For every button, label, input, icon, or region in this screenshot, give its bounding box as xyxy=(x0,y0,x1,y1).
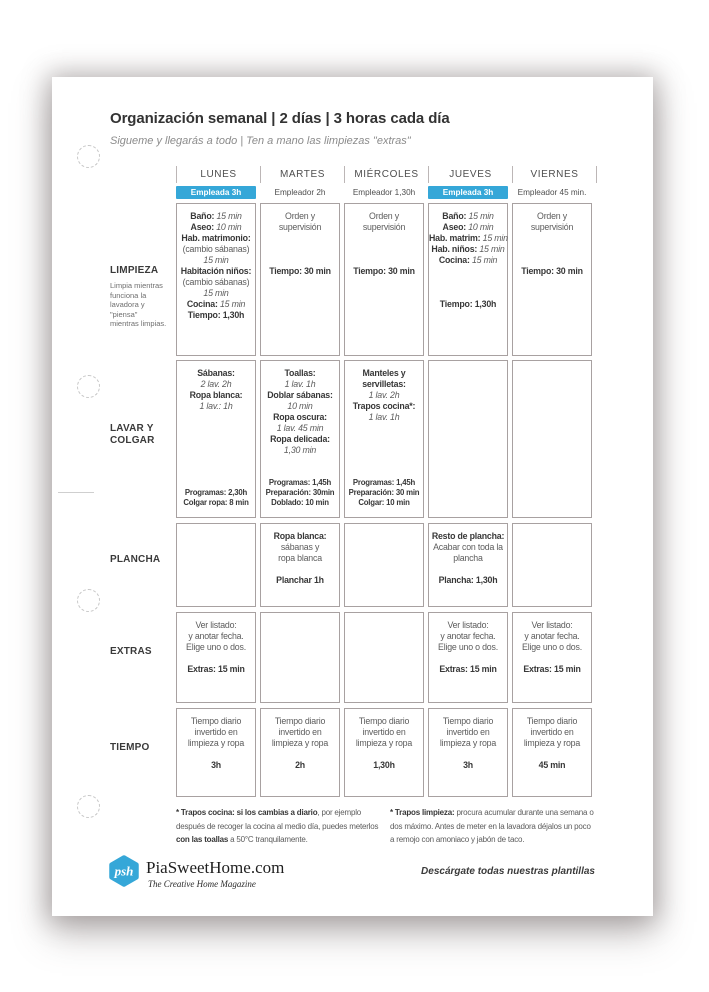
cell-line xyxy=(261,368,339,379)
text-segment: Extras: 15 min xyxy=(439,664,497,674)
text-segment: invertido en xyxy=(278,727,322,737)
cell-line xyxy=(345,412,423,423)
text-segment: invertido en xyxy=(194,727,238,737)
text-segment: Aseo: xyxy=(442,222,469,232)
cell-line xyxy=(177,738,255,749)
text-segment: Habitación niños: xyxy=(180,266,252,276)
text-segment: 10 min xyxy=(287,401,313,411)
cell-extras-viernes xyxy=(512,612,592,703)
row-label-limpieza xyxy=(110,203,176,356)
text-segment: Tiempo diario xyxy=(526,716,578,726)
cell-summary xyxy=(177,488,255,517)
text-segment: Tiempo: 30 min xyxy=(353,266,415,276)
cell-line xyxy=(261,244,339,255)
cell-line xyxy=(261,542,339,553)
cell-line xyxy=(429,244,507,255)
cell-summary-line: Preparación: 30min xyxy=(265,488,335,497)
employee-badge-jueves: Empleada 3h xyxy=(428,186,508,199)
cell-line xyxy=(513,266,591,277)
text-segment: ropa blanca xyxy=(278,553,322,563)
cell-line xyxy=(429,542,507,553)
text-segment: Plancha: 1,30h xyxy=(438,575,498,585)
cell-line xyxy=(261,233,339,244)
cell-line xyxy=(429,620,507,631)
row-label-text: PLANCHA xyxy=(110,554,161,565)
cell-line xyxy=(261,412,339,423)
text-segment: 2 lav. 2h xyxy=(200,379,232,389)
cell-line xyxy=(177,749,255,760)
text-segment: 3h xyxy=(463,760,473,770)
text-segment: 1 lav. 2h xyxy=(368,390,400,400)
cell-extras-miercoles xyxy=(344,612,424,703)
text-segment: Sábanas: xyxy=(197,368,235,378)
text-segment: a 50°C tranquilamente. xyxy=(228,835,308,844)
page-title: Organización semanal | 2 días | 3 horas cada día xyxy=(110,110,450,127)
cell-summary-line: Doblado: 10 min xyxy=(271,498,329,507)
cell-line xyxy=(261,222,339,233)
cell-line xyxy=(345,401,423,412)
text-segment: limpieza y ropa xyxy=(355,738,413,748)
cell-line xyxy=(513,653,591,664)
cell-line xyxy=(177,288,255,299)
text-segment: y anotar fecha. xyxy=(188,631,244,641)
cell-line xyxy=(177,277,255,288)
text-segment: Baño: xyxy=(190,211,217,221)
cell-line xyxy=(345,266,423,277)
employee-label-martes: Empleador 2h xyxy=(274,188,326,197)
text-segment: 15 min xyxy=(203,255,229,265)
brand-tagline: The Creative Home Magazine xyxy=(148,879,256,889)
row-label-tiempo xyxy=(110,708,176,797)
cell-line xyxy=(261,716,339,727)
text-segment: 15 min xyxy=(203,288,229,298)
text-segment: Extras: 15 min xyxy=(523,664,581,674)
cell-line xyxy=(429,553,507,564)
cell-line xyxy=(177,244,255,255)
text-segment: Orden y xyxy=(369,211,399,221)
text-segment: con las toallas xyxy=(176,835,229,844)
text-segment: Tiempo diario xyxy=(190,716,242,726)
text-segment: Cocina: xyxy=(438,255,472,265)
text-segment: Doblar sábanas: xyxy=(267,390,333,400)
text-segment: invertido en xyxy=(362,727,406,737)
cell-line xyxy=(345,749,423,760)
day-header-end-rule xyxy=(596,166,597,183)
text-segment: Cocina: xyxy=(186,299,220,309)
weekly-schedule-table xyxy=(110,166,596,797)
psh-logo-icon xyxy=(108,855,140,887)
cell-limpieza-lunes xyxy=(176,203,256,356)
cell-line xyxy=(177,401,255,412)
cell-line xyxy=(177,727,255,738)
cell-line xyxy=(177,211,255,222)
cell-line xyxy=(429,299,507,310)
cell-summary xyxy=(261,478,339,517)
cell-line xyxy=(261,211,339,222)
cell-plancha-lunes xyxy=(176,523,256,607)
table-row-lavar-y-colgar xyxy=(110,360,596,518)
cell-line xyxy=(513,631,591,642)
cell-line xyxy=(513,255,591,266)
employee-badge-lunes: Empleada 3h xyxy=(176,186,256,199)
text-segment: plancha xyxy=(453,553,483,563)
cell-line xyxy=(429,738,507,749)
text-segment: 15 min xyxy=(216,211,242,221)
text-segment: , por ejemplo después de recoger la cocina al medio día, puedes meterlos xyxy=(176,808,379,831)
text-segment: Tiempo diario xyxy=(442,716,494,726)
row-label-plancha xyxy=(110,523,176,607)
cell-line xyxy=(513,244,591,255)
text-segment: servilletas: xyxy=(362,379,406,389)
cell-line xyxy=(177,642,255,653)
cell-limpieza-viernes xyxy=(512,203,592,356)
text-segment: Ropa delicada: xyxy=(270,434,330,444)
text-segment: * Trapos cocina: si los cambias a diario xyxy=(176,808,318,817)
cell-line xyxy=(345,211,423,222)
text-segment: Ver listado: xyxy=(531,620,573,630)
text-segment: invertido en xyxy=(446,727,490,737)
text-segment: Tiempo: 1,30h xyxy=(439,299,497,309)
row-label-extras xyxy=(110,612,176,703)
hole-punch-mark xyxy=(77,145,100,168)
cell-line xyxy=(345,760,423,771)
cell-tiempo-viernes xyxy=(512,708,592,797)
text-segment: Elige uno o dos. xyxy=(186,642,246,652)
cell-line xyxy=(513,760,591,771)
cell-line xyxy=(429,222,507,233)
text-segment: 1 lav.: 1h xyxy=(199,401,233,411)
cell-line xyxy=(429,727,507,738)
text-segment: y anotar fecha. xyxy=(440,631,496,641)
text-segment: supervisión xyxy=(530,222,574,232)
cell-summary-line: Programas: 1,45h xyxy=(352,478,416,487)
printable-template-page xyxy=(52,77,653,916)
text-segment: limpieza y ropa xyxy=(271,738,329,748)
cell-lavar-y-colgar-miercoles xyxy=(344,360,424,518)
text-segment: 3h xyxy=(211,760,221,770)
text-segment: procura acumular durante una semana o dos máximo. Antes de meter en la lavadora déjalos un poco a remojo con amoniaco y jabón de taco. xyxy=(390,808,594,844)
cell-line xyxy=(429,642,507,653)
text-segment: Elige uno o dos. xyxy=(438,642,498,652)
cell-line xyxy=(261,434,339,445)
cell-line xyxy=(177,222,255,233)
cell-line xyxy=(513,620,591,631)
cell-plancha-jueves xyxy=(428,523,508,607)
day-header-martes: MARTES xyxy=(260,166,344,183)
cell-line xyxy=(429,760,507,771)
employee-label-miercoles: Empleador 1,30h xyxy=(352,188,416,197)
cell-line xyxy=(261,390,339,401)
text-segment: Manteles y xyxy=(362,368,406,378)
text-segment: Extras: 15 min xyxy=(187,664,245,674)
cell-line xyxy=(429,266,507,277)
text-segment: y anotar fecha. xyxy=(524,631,580,641)
cell-line xyxy=(513,738,591,749)
text-segment: Ver listado: xyxy=(447,620,489,630)
cell-lavar-y-colgar-jueves xyxy=(428,360,508,518)
cell-line xyxy=(429,255,507,266)
download-templates-link[interactable]: Descárgate todas nuestras plantillas xyxy=(421,866,595,877)
cell-line xyxy=(261,531,339,542)
table-row-tiempo xyxy=(110,708,596,797)
cell-tiempo-martes xyxy=(260,708,340,797)
text-segment: Tiempo: 1,30h xyxy=(187,310,245,320)
cell-plancha-viernes xyxy=(512,523,592,607)
cell-line xyxy=(177,631,255,642)
cell-line xyxy=(261,575,339,586)
cell-line xyxy=(177,760,255,771)
cell-line xyxy=(177,299,255,310)
cell-line xyxy=(261,266,339,277)
cell-line xyxy=(429,653,507,664)
cell-extras-jueves xyxy=(428,612,508,703)
text-segment: 15 min xyxy=(219,299,246,309)
cell-summary-line: Colgar ropa: 8 min xyxy=(183,498,249,507)
text-segment: Ropa blanca: xyxy=(189,390,243,400)
text-segment: * Trapos limpieza: xyxy=(390,808,455,817)
row-label-text: TIEMPO xyxy=(110,742,150,753)
cell-line xyxy=(345,738,423,749)
text-segment: (cambio sábanas) xyxy=(182,277,250,287)
text-segment: Toallas: xyxy=(284,368,316,378)
text-segment: Resto de plancha: xyxy=(431,531,505,541)
cell-line xyxy=(177,653,255,664)
cell-summary xyxy=(345,478,423,517)
cell-line xyxy=(429,233,507,244)
text-segment: limpieza y ropa xyxy=(187,738,245,748)
text-segment: 1,30 min xyxy=(283,445,317,455)
text-segment: Planchar 1h xyxy=(276,575,324,585)
cell-line xyxy=(513,233,591,244)
cell-line xyxy=(345,390,423,401)
text-segment: 15 min xyxy=(479,244,505,254)
cell-summary-line: Preparación: 30 min xyxy=(348,488,420,497)
cell-line xyxy=(429,631,507,642)
text-segment: Ver listado: xyxy=(195,620,237,630)
cell-extras-martes xyxy=(260,612,340,703)
text-segment: Hab. niños: xyxy=(431,244,480,254)
hole-punch-mark xyxy=(77,795,100,818)
cell-line xyxy=(429,288,507,299)
text-segment: Tiempo diario xyxy=(274,716,326,726)
hole-punch-mark xyxy=(77,375,100,398)
cell-limpieza-martes xyxy=(260,203,340,356)
psh-logo-text: psh xyxy=(114,863,134,879)
cell-extras-lunes xyxy=(176,612,256,703)
text-segment: 15 min xyxy=(471,255,498,265)
cell-line xyxy=(345,233,423,244)
cell-line xyxy=(513,727,591,738)
cell-line xyxy=(261,760,339,771)
text-segment: Aseo: xyxy=(190,222,217,232)
cell-line xyxy=(261,379,339,390)
day-header-spacer xyxy=(110,166,176,183)
cell-line xyxy=(513,716,591,727)
text-segment: Elige uno o dos. xyxy=(522,642,582,652)
cell-summary-line: Programas: 1,45h xyxy=(268,478,332,487)
table-row-plancha xyxy=(110,523,596,607)
text-segment: 10 min xyxy=(468,222,494,232)
cell-line xyxy=(429,277,507,288)
cell-line xyxy=(177,379,255,390)
cell-line xyxy=(429,749,507,760)
table-row-extras xyxy=(110,612,596,703)
cell-line xyxy=(513,642,591,653)
text-segment: Hab. matrim: xyxy=(429,233,483,243)
cell-line xyxy=(261,564,339,575)
text-segment: 45 min xyxy=(538,760,566,770)
cell-line xyxy=(345,255,423,266)
text-segment: 1 lav. 1h xyxy=(284,379,316,389)
cell-limpieza-miercoles xyxy=(344,203,424,356)
cell-line xyxy=(261,727,339,738)
cell-line xyxy=(513,211,591,222)
cell-line xyxy=(177,255,255,266)
text-segment: supervisión xyxy=(362,222,406,232)
cell-line xyxy=(177,266,255,277)
text-segment: Orden y xyxy=(537,211,567,221)
text-segment: Acabar con toda la xyxy=(433,542,503,552)
cell-line xyxy=(345,368,423,379)
text-segment: 15 min xyxy=(482,233,508,243)
cell-plancha-miercoles xyxy=(344,523,424,607)
text-segment: Ropa oscura: xyxy=(273,412,327,422)
cell-tiempo-lunes xyxy=(176,708,256,797)
cell-line xyxy=(429,564,507,575)
text-segment: Tiempo: 30 min xyxy=(521,266,583,276)
text-segment: invertido en xyxy=(530,727,574,737)
cell-line xyxy=(177,233,255,244)
footnote-trapos-limpieza xyxy=(390,806,595,847)
text-segment: 15 min xyxy=(468,211,494,221)
text-segment: sábanas y xyxy=(280,542,320,552)
row-label-lavar-y-colgar xyxy=(110,360,176,518)
cell-line xyxy=(513,749,591,760)
brand-name: PiaSweetHome.com xyxy=(146,858,285,877)
row-label-text: LAVAR Y COLGAR xyxy=(110,423,155,446)
text-segment: Baño: xyxy=(442,211,469,221)
cell-line xyxy=(261,749,339,760)
cell-line xyxy=(177,368,255,379)
text-segment: Hab. matrimonio: xyxy=(181,233,251,243)
hole-punch-mark xyxy=(77,589,100,612)
text-segment: 1 lav. 45 min xyxy=(276,423,324,433)
day-header-viernes: VIERNES xyxy=(512,166,596,183)
text-segment: (cambio sábanas) xyxy=(182,244,250,254)
cell-line xyxy=(513,222,591,233)
day-header-lunes: LUNES xyxy=(176,166,260,183)
cell-line xyxy=(177,716,255,727)
day-header-miercoles: MIÉRCOLES xyxy=(344,166,428,183)
employee-row-spacer xyxy=(110,186,176,199)
page-subtitle: Sigueme y llegarás a todo | Ten a mano las limpiezas "extras" xyxy=(110,135,411,147)
employee-label-viernes: Empleador 45 min. xyxy=(517,188,587,197)
cell-line xyxy=(345,727,423,738)
text-segment: 1 lav. 1h xyxy=(368,412,400,422)
cell-line xyxy=(177,310,255,321)
cell-tiempo-jueves xyxy=(428,708,508,797)
employee-row xyxy=(110,186,596,199)
table-row-limpieza xyxy=(110,203,596,356)
row-label-text: EXTRAS xyxy=(110,646,152,657)
cell-lavar-y-colgar-viernes xyxy=(512,360,592,518)
cell-line xyxy=(429,575,507,586)
cell-tiempo-miercoles xyxy=(344,708,424,797)
day-header-row xyxy=(110,166,596,183)
text-segment: limpieza y ropa xyxy=(523,738,581,748)
cell-limpieza-jueves xyxy=(428,203,508,356)
text-segment: Orden y xyxy=(285,211,315,221)
cell-line xyxy=(261,255,339,266)
cell-line xyxy=(345,222,423,233)
text-segment: 10 min xyxy=(216,222,242,232)
cell-line xyxy=(345,716,423,727)
text-segment: Trapos cocina*: xyxy=(352,401,416,411)
text-segment: supervisión xyxy=(278,222,322,232)
cell-line xyxy=(177,664,255,675)
cell-lavar-y-colgar-lunes xyxy=(176,360,256,518)
cell-line xyxy=(429,716,507,727)
cell-line xyxy=(177,620,255,631)
footnote-trapos-cocina xyxy=(176,806,382,847)
cell-plancha-martes xyxy=(260,523,340,607)
cell-line xyxy=(261,423,339,434)
cell-summary-line: Colgar: 10 min xyxy=(358,498,410,507)
cell-line xyxy=(177,390,255,401)
text-segment: Ropa blanca: xyxy=(273,531,327,541)
text-segment: 1,30h xyxy=(373,760,395,770)
page-edge-mark xyxy=(58,492,94,493)
cell-line xyxy=(261,401,339,412)
text-segment: limpieza y ropa xyxy=(439,738,497,748)
cell-line xyxy=(429,531,507,542)
cell-summary-line: Programas: 2,30h xyxy=(184,488,248,497)
cell-line xyxy=(261,553,339,564)
cell-line xyxy=(429,664,507,675)
cell-line xyxy=(345,244,423,255)
cell-line xyxy=(261,445,339,456)
cell-line xyxy=(429,211,507,222)
cell-line xyxy=(345,379,423,390)
text-segment: Tiempo: 30 min xyxy=(269,266,331,276)
text-segment: Tiempo diario xyxy=(358,716,410,726)
row-note: Limpia mientras funciona la lavadora y "piensa" mientras limpias. xyxy=(110,281,167,328)
cell-line xyxy=(513,664,591,675)
cell-lavar-y-colgar-martes xyxy=(260,360,340,518)
row-label-text: LIMPIEZA xyxy=(110,265,159,276)
day-header-jueves: JUEVES xyxy=(428,166,512,183)
text-segment: 2h xyxy=(295,760,305,770)
cell-line xyxy=(261,738,339,749)
